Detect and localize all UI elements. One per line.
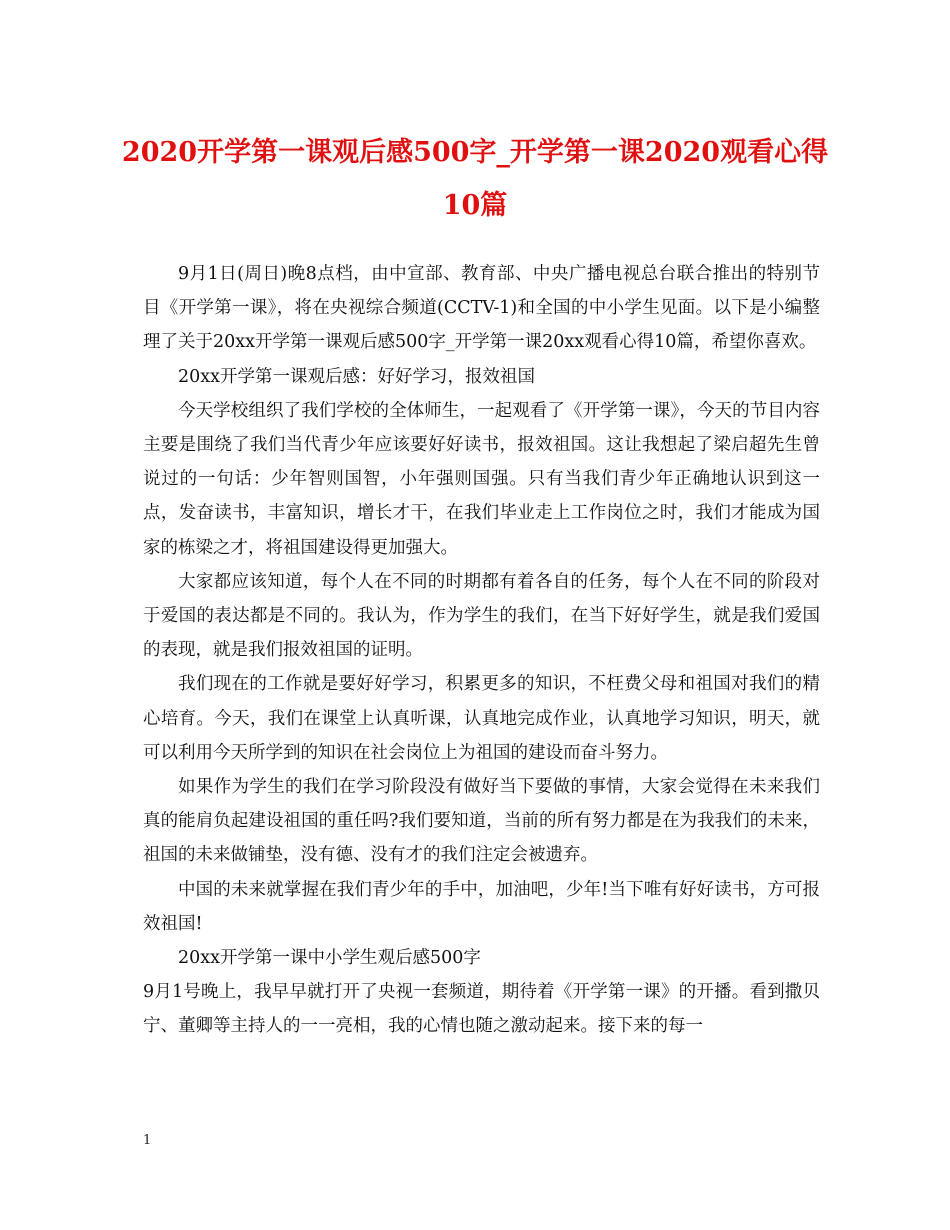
paragraph: 今天学校组织了我们学校的全体师生，一起观看了《开学第一课》，今天的节目内容主要是围绕了我们当代青少年应该要好好读书，报效祖国。这让我想起了梁启超先生曾说过的一句话：少年智则国智，小年强则国强。只有当我们青少年正确地认识到这一点，发奋读书，丰富知识，增长才干，在我们毕业走上工作岗位之时，我们才能成为国家的栋梁之才，将祖国建设得更加强大。 (143, 400, 820, 558)
paragraph: 中国的未来就掌握在我们青少年的手中，加油吧，少年!当下唯有好好读书，方可报效祖国! (143, 879, 820, 934)
paragraph-intro: 9月1日(周日)晚8点档，由中宣部、教育部、中央广播电视总台联合推出的特别节目《开学第一课》，将在央视综合频道(CCTV-1)和全国的中小学生见面。以下是小编整理了关于20xx开学第一课观后感500字_开学第一课20xx观看心得10篇，希望你喜欢。 (143, 264, 820, 353)
document-title: 2020开学第一课观后感500字_开学第一课2020观看心得10篇 (121, 137, 829, 221)
paragraph: 如果作为学生的我们在学习阶段没有做好当下要做的事情，大家会觉得在未来我们真的能肩负起建设祖国的重任吗?我们要知道，当前的所有努力都是在为我我们的未来，祖国的未来做铺垫，没有德、没有才的我们注定会被遗弃。 (143, 777, 820, 866)
paragraph: 我们现在的工作就是要好好学习，积累更多的知识，不枉费父母和祖国对我们的精心培育。今天，我们在课堂上认真听课，认真地完成作业，认真地学习知识，明天，就可以利用今天所学到的知识在社会岗位上为祖国的建设而奋斗努力。 (143, 674, 820, 763)
document-body (143, 257, 820, 1044)
section-heading-1: 20xx开学第一课观后感：好好学习，报效祖国 (178, 366, 536, 387)
paragraph: 9月1号晚上，我早早就打开了央视一套频道，期待着《开学第一课》的开播。看到撒贝宁、董卿等主持人的一一亮相，我的心情也随之激动起来。接下来的每一 (143, 982, 820, 1037)
page-number: 1 (143, 1133, 152, 1148)
section-heading-2: 20xx开学第一课中小学生观后感500字 (178, 948, 481, 969)
paragraph: 大家都应该知道，每个人在不同的时期都有着各自的任务，每个人在不同的阶段对于爱国的表达都是不同的。我认为，作为学生的我们，在当下好好学生，就是我们爱国的表现，就是我们报效祖国的证明。 (143, 571, 820, 661)
